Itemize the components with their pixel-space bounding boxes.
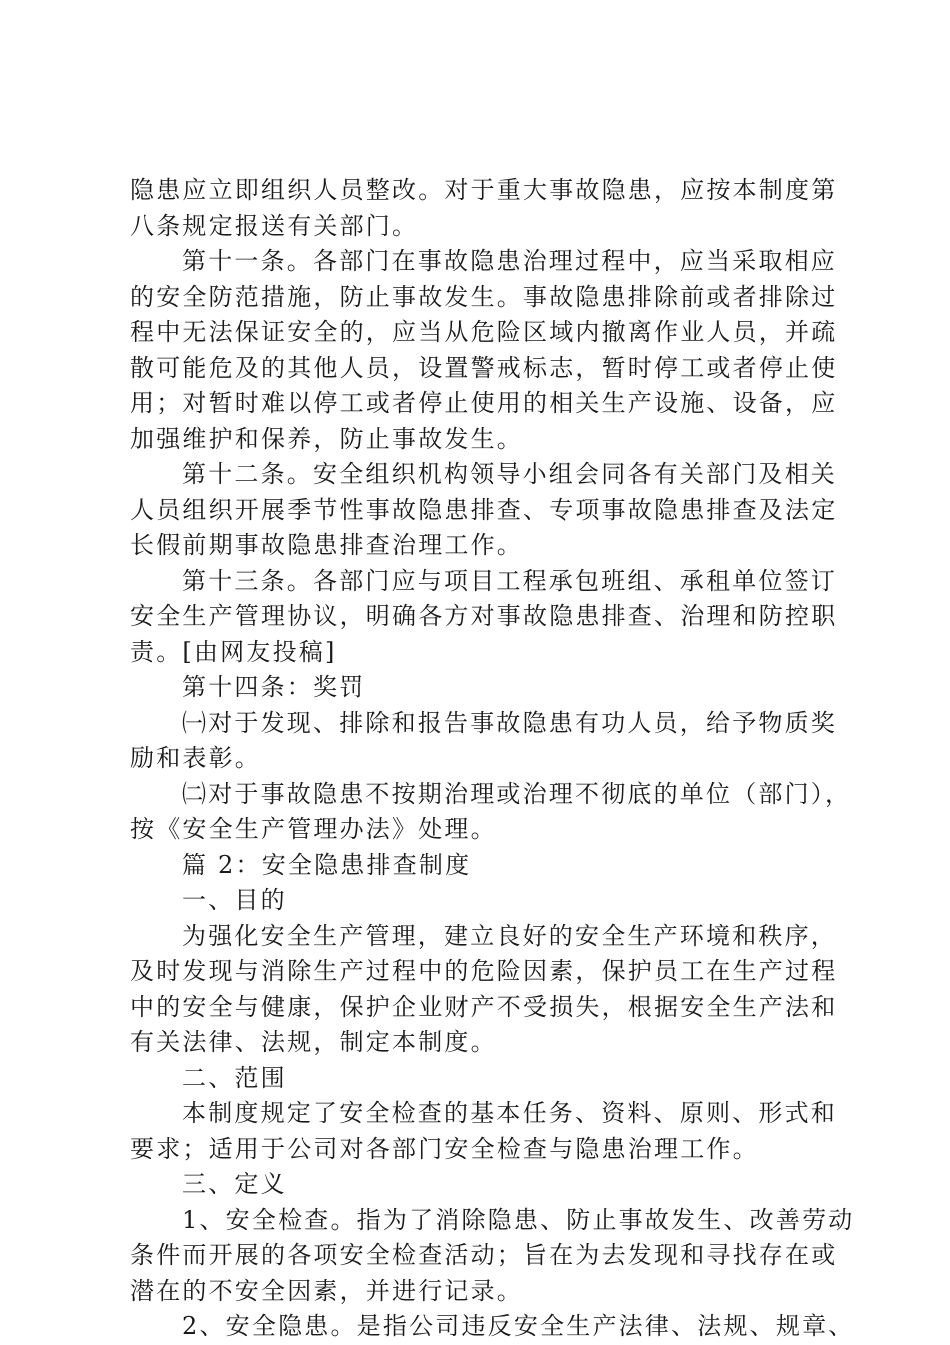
text-line: 及时发现与消除生产过程中的危险因素，保护员工在生产过程 xyxy=(130,957,838,985)
text-line: 安全生产管理协议，明确各方对事故隐患排查、治理和防控职 xyxy=(130,602,838,630)
text-line: ㈡对于事故隐患不按期治理或治理不彻底的单位（部门）， xyxy=(182,779,852,808)
text-line: 用；对暂时难以停工或者停止使用的相关生产设施、设备，应 xyxy=(130,389,838,417)
text-line: 中的安全与健康，保护企业财产不受损失，根据安全生产法和 xyxy=(130,992,838,1021)
text-line: 第十二条。安全组织机构领导小组会同各有关部门及相关 xyxy=(182,460,837,488)
text-line: 潜在的不安全因素，并进行记录。 xyxy=(130,1276,523,1305)
text-line: 二、范围 xyxy=(182,1063,287,1092)
text-line: 为强化安全生产管理，建立良好的安全生产环境和秩序， xyxy=(182,921,837,950)
text-line: 按《安全生产管理办法》处理。 xyxy=(130,815,497,843)
text-line: 人员组织开展季节性事故隐患排查、专项事故隐患排查及法定 xyxy=(130,495,838,524)
text-line: 八条规定报送有关部门。 xyxy=(130,211,419,240)
text-line: ㈠对于发现、排除和报告事故隐患有功人员，给予物质奖 xyxy=(182,708,837,737)
text-line: 1、安全检查。指为了消除隐患、防止事故发生、改善劳动 xyxy=(182,1205,855,1234)
text-line: 第十三条。各部门应与项目工程承包班组、承租单位签订 xyxy=(182,566,837,595)
text-line: 2、安全隐患。是指公司违反安全生产法律、法规、规章、 xyxy=(182,1312,855,1340)
text-line: 长假前期事故隐患排查治理工作。 xyxy=(130,531,523,559)
document-body xyxy=(130,173,855,1345)
text-line: 要求；适用于公司对各部门安全检查与隐患治理工作。 xyxy=(130,1134,759,1163)
text-line: 篇 2：安全隐患排查制度 xyxy=(182,850,472,879)
text-line: 责。[由网友投稿] xyxy=(130,637,337,666)
text-line: 第十一条。各部门在事故隐患治理过程中，应当采取相应 xyxy=(182,247,837,275)
text-line: 本制度规定了安全检查的基本任务、资料、原则、形式和 xyxy=(182,1099,837,1127)
text-line: 的安全防范措施，防止事故发生。事故隐患排除前或者排除过 xyxy=(130,282,838,311)
text-line: 一、目的 xyxy=(182,886,287,914)
text-line: 励和表彰。 xyxy=(130,744,261,772)
text-line: 加强维护和保养，防止事故发生。 xyxy=(130,424,523,453)
text-line: 程中无法保证安全的，应当从危险区域内撤离作业人员，并疏 xyxy=(130,318,838,346)
text-line: 隐患应立即组织人员整改。对于重大事故隐患，应按本制度第 xyxy=(130,176,838,204)
text-line: 三、定义 xyxy=(182,1170,287,1198)
text-line: 条件而开展的各项安全检查活动；旨在为去发现和寻找存在或 xyxy=(130,1241,838,1269)
text-line: 有关法律、法规，制定本制度。 xyxy=(130,1028,497,1056)
text-line: 散可能危及的其他人员，设置警戒标志，暂时停工或者停止使 xyxy=(130,353,838,382)
text-line: 第十四条：奖罚 xyxy=(182,673,366,701)
